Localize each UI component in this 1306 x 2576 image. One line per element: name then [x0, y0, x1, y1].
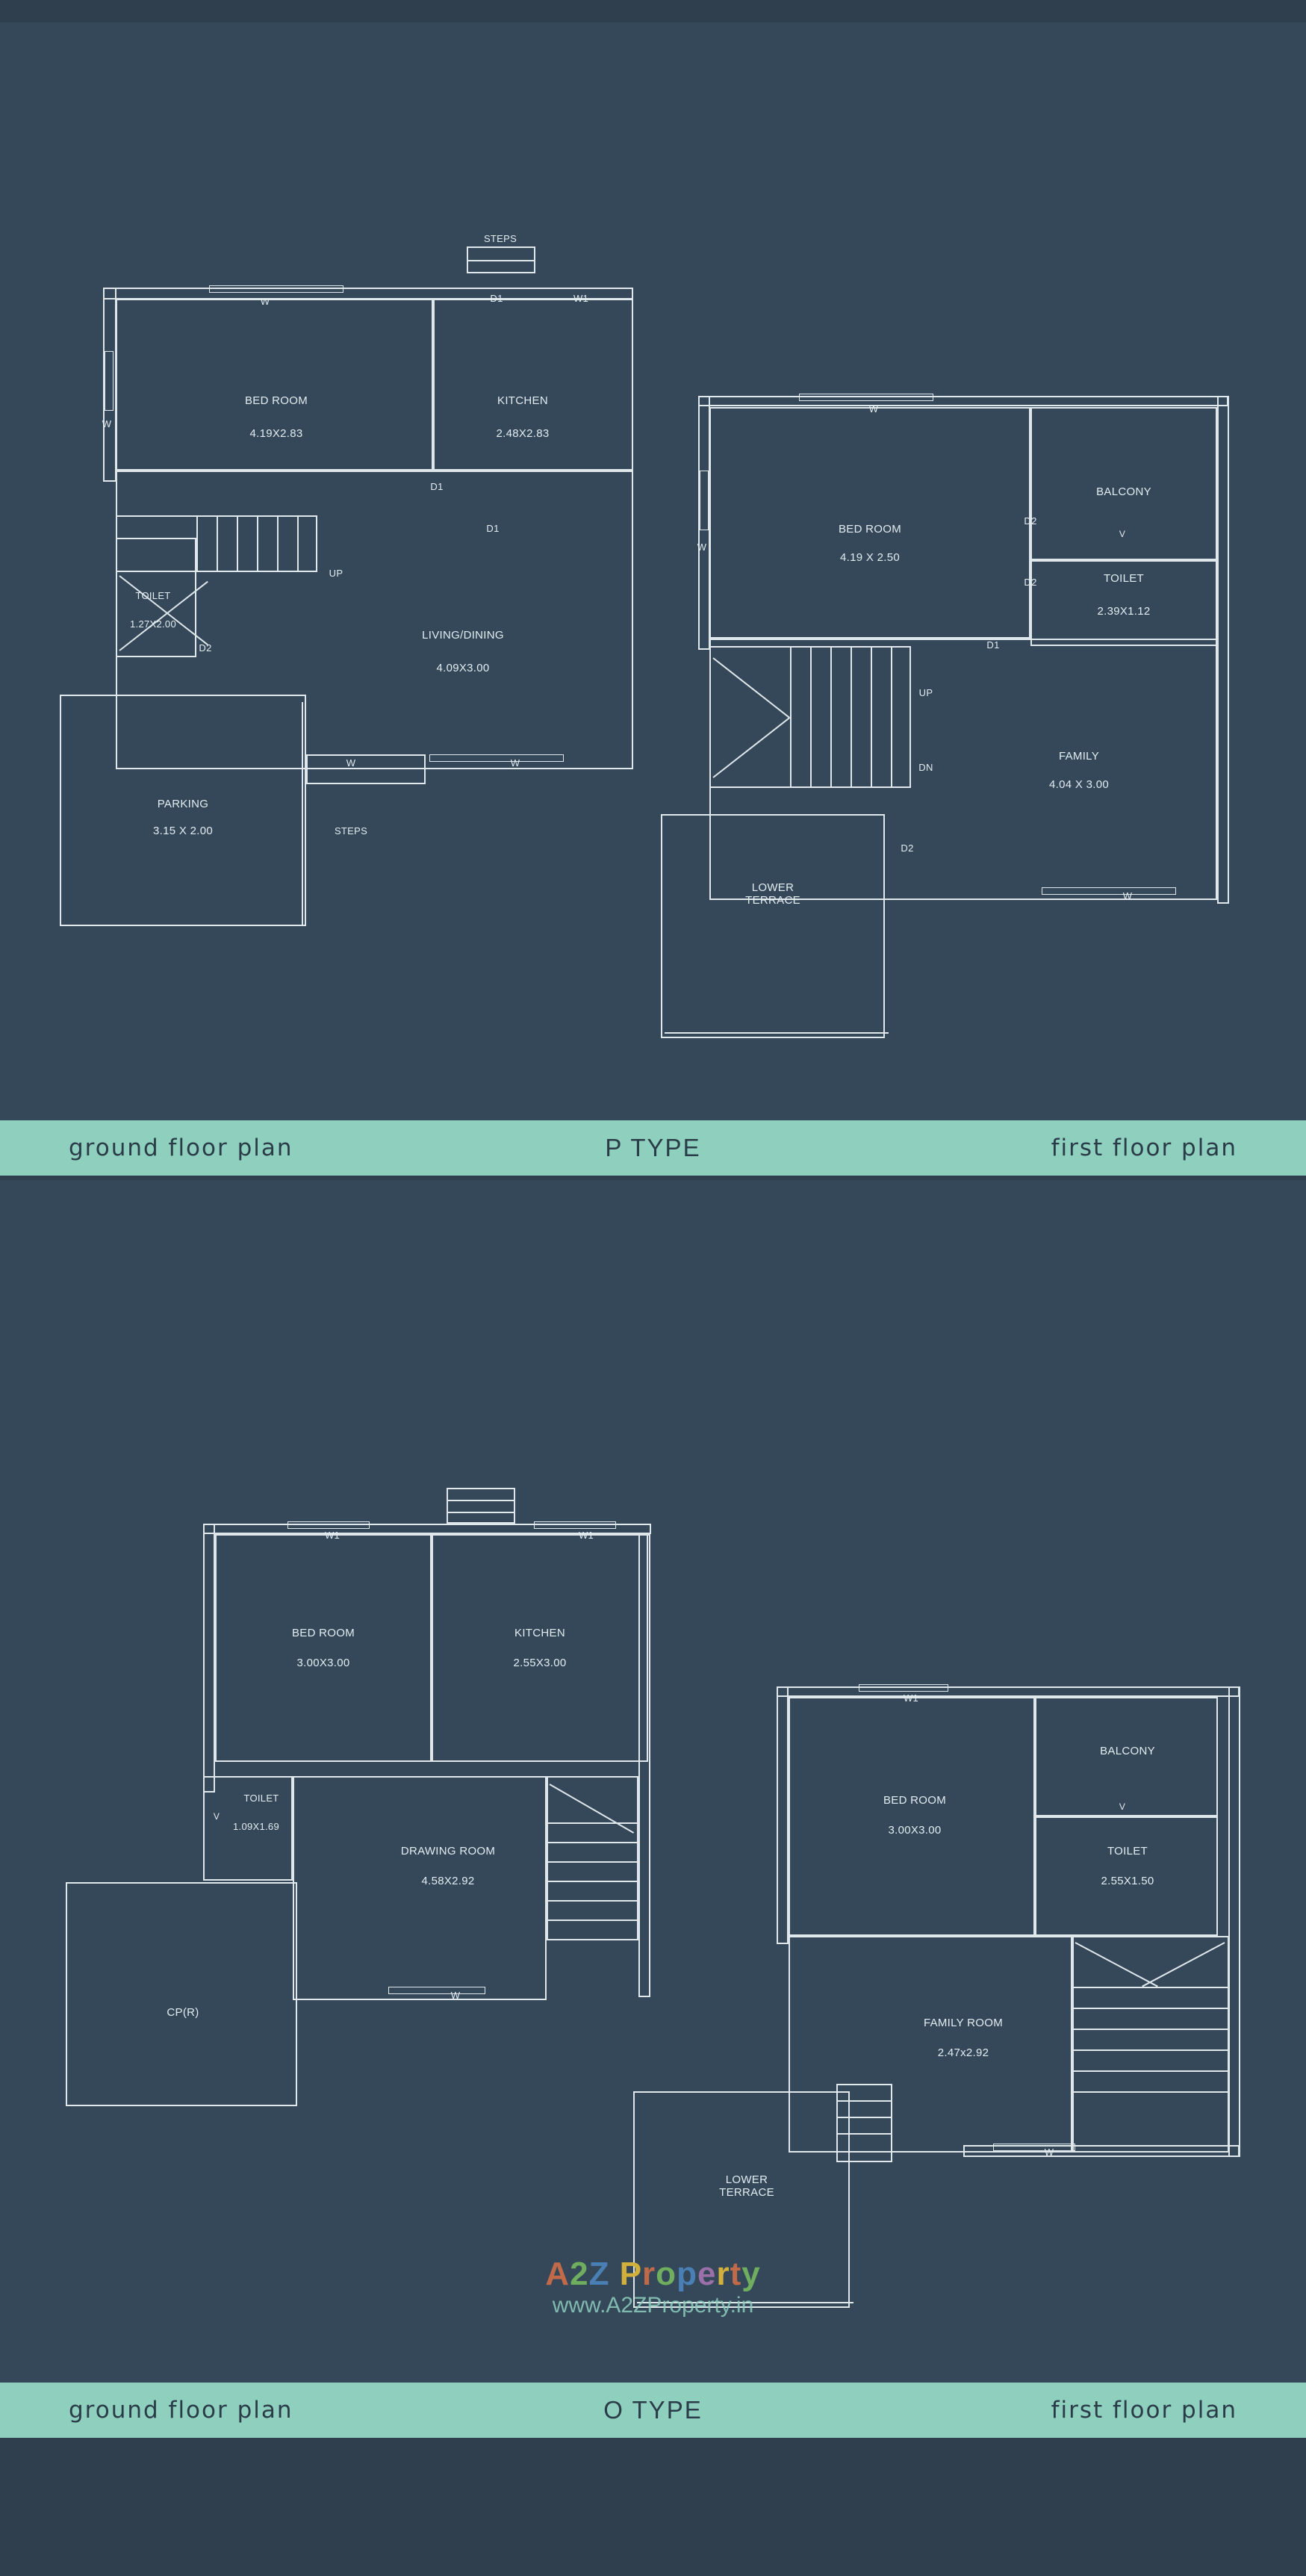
mark-w: W: [868, 403, 879, 415]
room-dim: 4.58X2.92: [421, 1875, 475, 1887]
stair-tread: [547, 1919, 638, 1921]
mark-w-left: W: [102, 418, 112, 429]
stair-tread: [277, 515, 279, 572]
mark-dn-first-p: DN: [918, 762, 933, 773]
room-dim: 1.09X1.69: [233, 1821, 279, 1832]
type-label-p: P TYPE: [605, 1134, 701, 1161]
room-name: TOILET: [1107, 1845, 1148, 1857]
mark-w-bottom: W: [1122, 890, 1133, 901]
lower-terrace-line1: LOWER: [751, 881, 795, 894]
room-dim: 4.09X3.00: [436, 662, 490, 674]
stair-tread: [547, 1900, 638, 1902]
first-o-terrace-steps: [836, 2084, 892, 2162]
room-name: PARKING: [157, 798, 209, 810]
room-name: TOILET: [243, 1793, 279, 1804]
stair-tread: [891, 646, 892, 788]
mark-d2: D2: [199, 642, 212, 654]
room-name: BED ROOM: [838, 523, 902, 536]
first-o-right-wall: [1228, 1686, 1240, 2157]
ground-o-steps-top: [447, 1488, 515, 1524]
step-tread: [836, 2117, 892, 2118]
ground-p-kitchen: [433, 299, 633, 471]
room-dim: 2.55X1.50: [1101, 1875, 1154, 1887]
label-steps-top: STEPS: [483, 233, 517, 244]
mark-w: W: [260, 296, 270, 307]
watermark-url: www.A2ZProperty.in: [552, 2293, 754, 2318]
mark-w-bottom-o: W: [450, 1990, 461, 2001]
room-dim: 4.04 X 3.00: [1048, 778, 1110, 791]
room-name: DRAWING ROOM: [400, 1845, 496, 1857]
window-opening: [388, 1987, 485, 1994]
room-name: LIVING/DINING: [422, 629, 504, 642]
first-p-lower-terrace: [661, 814, 885, 1038]
room-dim: 1.27X2.00: [130, 618, 176, 630]
stair-tread: [1072, 2008, 1229, 2009]
ground-p-bedroom: [116, 299, 433, 471]
first-p-right-wall: [1217, 396, 1229, 904]
mark-w1-first-o: W1: [903, 1692, 919, 1704]
watermark-title: A2Z Property: [545, 2256, 761, 2292]
mark-d2-toilet: D2: [1024, 577, 1037, 588]
watermark: [0, 2256, 1306, 2318]
first-floor-plan-label-p: first floor plan: [1051, 1135, 1237, 1161]
stair-tread: [1072, 2049, 1229, 2051]
window-opening: [209, 285, 343, 293]
stair-tread: [547, 1822, 638, 1824]
window-opening: [287, 1521, 370, 1529]
type-label-o: O TYPE: [603, 2396, 703, 2424]
stair-tread: [1072, 1987, 1229, 1988]
ground-o-drawing-room: [293, 1776, 547, 2000]
room-dim: 2.39X1.12: [1097, 605, 1151, 618]
lower-terrace-o-line1: LOWER: [725, 2173, 768, 2186]
ground-o-carpark: [66, 1882, 297, 2106]
stair-tread: [1072, 2070, 1229, 2072]
stair-tread: [217, 515, 218, 572]
ground-o-right-wall: [638, 1534, 650, 1997]
room-name: KITCHEN: [514, 1627, 565, 1639]
first-o-bedroom: [789, 1697, 1035, 1936]
room-name: TOILET: [1103, 572, 1145, 585]
stair-tread: [237, 515, 238, 572]
stair-tread: [196, 515, 198, 572]
mark-d1-right: D1: [486, 523, 500, 534]
room-name: CP(R): [167, 2006, 199, 2019]
first-o-stair-box: [1072, 1936, 1229, 2153]
mark-d1-mid: D1: [430, 481, 444, 492]
room-name-lower-terrace: [702, 881, 844, 907]
mark-d2-terrace: D2: [901, 842, 914, 854]
step-tread: [467, 260, 535, 261]
mark-up-ground-p: UP: [329, 568, 343, 579]
window-opening: [700, 471, 709, 530]
room-dim: 3.00X3.00: [296, 1657, 350, 1669]
window-opening: [105, 351, 114, 411]
step-tread: [836, 2100, 892, 2102]
room-dim: 2.55X3.00: [513, 1657, 567, 1669]
room-name: BED ROOM: [244, 394, 308, 407]
parking-edge: [302, 702, 303, 926]
ground-p-steps-bottom: [306, 754, 426, 784]
mark-w-first-o: W: [1044, 2147, 1054, 2158]
room-dim: 4.19X2.83: [249, 427, 303, 440]
room-dim: 2.47x2.92: [937, 2046, 989, 2059]
stair-tread: [790, 646, 792, 788]
mark-v-first-o: V: [1119, 1801, 1126, 1812]
first-o-left-wall: [777, 1686, 789, 1944]
stair-tread: [547, 1861, 638, 1863]
stair-tread: [851, 646, 852, 788]
first-o-outer-top: [777, 1686, 1240, 1697]
lower-terrace-line2: TERRACE: [745, 894, 800, 907]
stair-tread: [547, 1842, 638, 1843]
room-name: BED ROOM: [291, 1627, 355, 1639]
room-name: BED ROOM: [883, 1794, 947, 1807]
window-opening: [799, 394, 933, 401]
stair-tread: [297, 515, 299, 572]
room-name: TOILET: [135, 590, 171, 601]
mark-d1-top: D1: [490, 293, 503, 304]
stair-tread: [871, 646, 872, 788]
mark-w-bottom: W: [510, 757, 520, 769]
p-type-band: [0, 1120, 1306, 1176]
room-name: BALCONY: [1100, 1745, 1155, 1757]
ground-o-left-wall: [203, 1524, 215, 1793]
ground-floor-plan-label-p: ground floor plan: [69, 1135, 293, 1161]
mark-d: W: [346, 757, 356, 769]
ground-p-outer-top: [103, 288, 633, 300]
ground-o-stair-box: [547, 1776, 638, 1940]
room-name-lower-terrace-o: [676, 2173, 818, 2199]
ground-o-bedroom: [215, 1534, 432, 1762]
first-floor-plan-label-o: first floor plan: [1051, 2397, 1237, 2424]
lower-terrace-o-line2: TERRACE: [719, 2186, 774, 2199]
first-p-outer-top: [698, 396, 1228, 406]
mark-w1-right: W1: [578, 1530, 594, 1541]
mark-d2-balcony: D2: [1024, 515, 1037, 527]
mark-up-first-p: UP: [918, 687, 933, 698]
stair-tread: [547, 1881, 638, 1882]
ground-p-parking: [60, 695, 306, 926]
room-name: FAMILY: [1058, 750, 1100, 763]
room-name: KITCHEN: [497, 394, 548, 407]
window-opening: [534, 1521, 616, 1529]
room-dim: 3.15 X 2.00: [152, 825, 214, 837]
window-opening: [1042, 887, 1176, 895]
mark-v-o: V: [213, 1811, 220, 1822]
mark-w1-left: W1: [324, 1530, 341, 1541]
window-opening: [429, 754, 564, 762]
mark-v: V: [1119, 529, 1126, 539]
mark-d1-first: D1: [986, 639, 1000, 651]
room-dim: 2.48X2.83: [496, 427, 550, 440]
stair-tread: [810, 646, 812, 788]
stair-tread: [830, 646, 832, 788]
mark-w1-top: W1: [573, 293, 589, 304]
step-tread: [836, 2133, 892, 2135]
room-name: FAMILY ROOM: [923, 2017, 1004, 2029]
room-dim: 3.00X3.00: [888, 1824, 942, 1837]
step-tread: [447, 1500, 515, 1501]
stair-tread: [1072, 2091, 1229, 2093]
step-tread: [447, 1512, 515, 1513]
stair-tread: [1072, 2029, 1229, 2030]
room-name: BALCONY: [1096, 485, 1151, 498]
window-opening: [859, 1684, 948, 1692]
terrace-edge: [665, 1032, 889, 1034]
label-steps-bottom: STEPS: [334, 825, 368, 837]
ground-o-kitchen: [432, 1534, 648, 1762]
room-dim: 4.19 X 2.50: [839, 551, 901, 564]
ground-floor-plan-label-o: ground floor plan: [69, 2397, 293, 2424]
stair-tread: [257, 515, 258, 572]
mark-w-left: W: [697, 541, 707, 553]
o-type-band: [0, 2383, 1306, 2438]
